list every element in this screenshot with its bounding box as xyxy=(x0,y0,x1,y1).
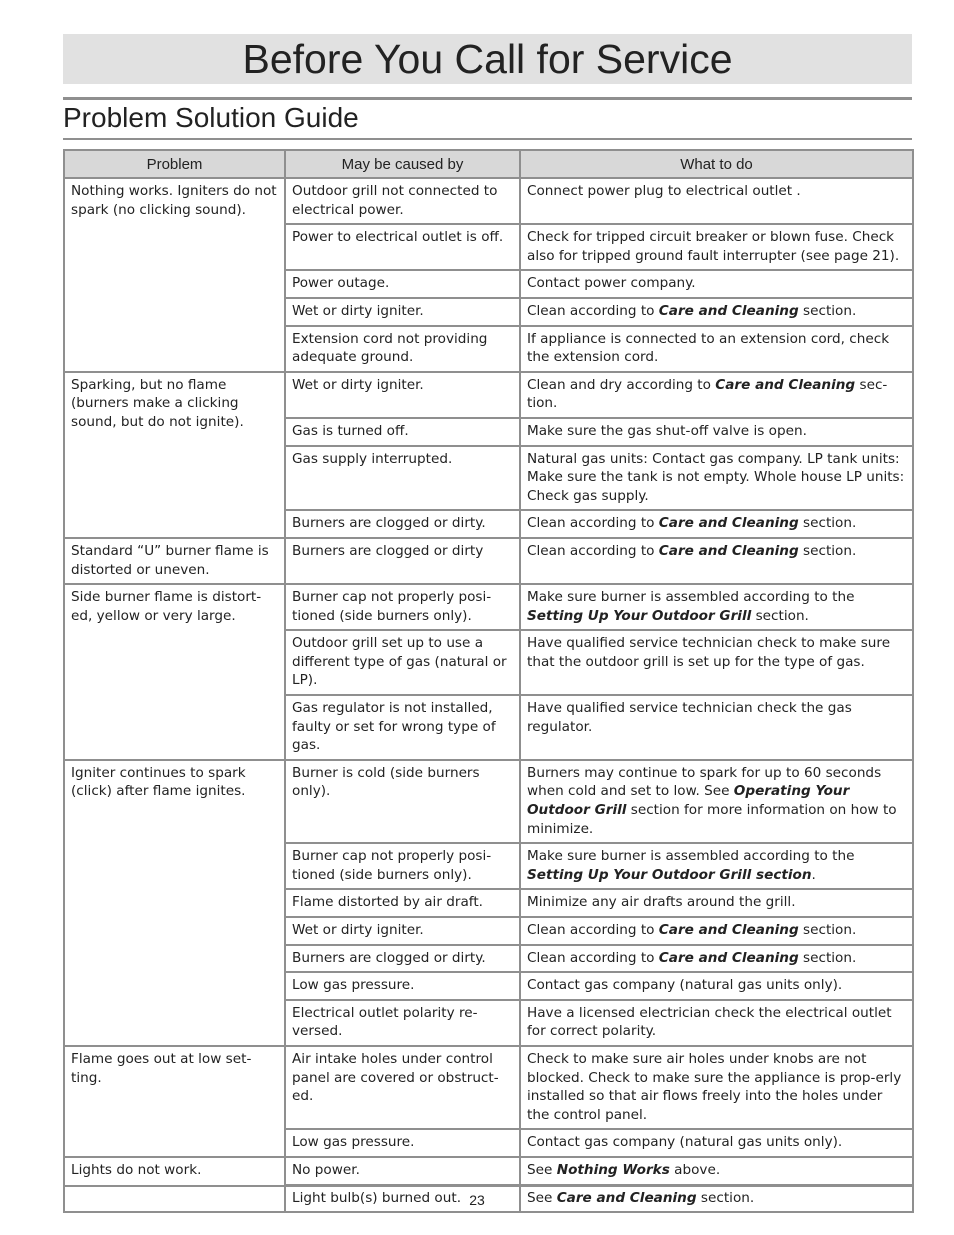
solution-cell xyxy=(520,224,913,270)
solution-text: Connect power plug to electrical outlet . xyxy=(527,183,801,199)
section-reference: Care and Cleaning xyxy=(556,1189,697,1206)
page-number: 23 xyxy=(469,1192,485,1208)
table-row xyxy=(64,1157,913,1185)
cause-cell: No power. xyxy=(285,1157,520,1185)
solution-cell xyxy=(520,510,913,538)
solution-cell xyxy=(520,843,913,889)
solution-text: Make sure the gas shut-off valve is open. xyxy=(527,422,807,439)
cause-cell: Burner cap not properly posi-tioned (side burners only). xyxy=(285,843,520,889)
solution-text: Have a licensed electrician check the electrical outlet for correct polarity. xyxy=(527,1004,892,1040)
solution-cell xyxy=(520,945,913,973)
cause-cell: Burner is cold (side burners only). xyxy=(285,760,520,843)
solution-text: Check for tripped circuit breaker or blown fuse. Check also for tripped ground fault interrupter (see page 21). xyxy=(527,229,900,264)
cause-cell: Outdoor grill set up to use a different type of gas (natural or LP). xyxy=(285,630,520,695)
solution-cell xyxy=(520,538,913,584)
cause-cell: Gas regulator is not installed, faulty or set for wrong type of gas. xyxy=(285,695,520,760)
solution-text: section. xyxy=(751,607,809,624)
problem-cell: Lights do not work. xyxy=(64,1157,285,1212)
cause-cell: Power outage. xyxy=(285,270,520,298)
section-reference: Setting Up Your Outdoor Grill xyxy=(527,607,752,624)
problem-cell: Flame goes out at low set-ting. xyxy=(64,1046,285,1157)
solution-cell xyxy=(520,760,913,843)
solution-cell xyxy=(520,418,913,446)
cause-cell: Outdoor grill not connected to electrical power. xyxy=(285,178,520,224)
column-header-problem: Problem xyxy=(64,150,285,178)
solution-text: . xyxy=(811,866,816,883)
solution-text: Clean according to xyxy=(527,302,659,319)
cause-cell: Burner cap not properly posi-tioned (side burners only). xyxy=(285,584,520,630)
cause-cell: Light bulb(s) burned out. xyxy=(285,1185,520,1213)
solution-text: Natural gas units: Contact gas company. LP tank units: Make sure the tank is not empty. Whole house LP units: Check gas supply. xyxy=(527,450,905,504)
solution-text: section. xyxy=(798,302,857,319)
solution-text: section. xyxy=(798,922,857,938)
solution-cell xyxy=(520,972,913,1000)
solution-text: Minimize any air drafts around the grill. xyxy=(527,894,796,911)
cause-cell: Burners are clogged or dirty. xyxy=(285,945,520,973)
solution-text: Contact gas company (natural gas units only). xyxy=(527,977,843,994)
solution-cell xyxy=(520,917,913,945)
solution-cell xyxy=(520,1046,913,1129)
solution-cell xyxy=(520,446,913,511)
section-reference: Care and Cleaning xyxy=(658,515,799,532)
section-reference: Nothing Works xyxy=(556,1161,670,1178)
solution-text: See xyxy=(527,1189,557,1206)
problem-cell: Side burner flame is distort-ed, yellow or very large. xyxy=(64,584,285,760)
solution-cell xyxy=(520,326,913,372)
title-bar xyxy=(63,34,912,84)
solution-text: Clean according to xyxy=(527,922,659,938)
solution-cell xyxy=(520,1000,913,1046)
problem-solution-table xyxy=(63,149,914,1213)
solution-text: Clean according to xyxy=(527,542,659,559)
solution-text: Have qualified service technician check the gas regulator. xyxy=(527,700,852,735)
table-body xyxy=(64,178,913,1212)
section-reference: Care and Cleaning xyxy=(658,922,799,938)
cause-cell: Power to electrical outlet is off. xyxy=(285,224,520,270)
cause-cell: Electrical outlet polarity re-versed. xyxy=(285,1000,520,1046)
solution-cell xyxy=(520,178,913,224)
cause-cell: Extension cord not providing adequate ground. xyxy=(285,326,520,372)
solution-text: above. xyxy=(669,1161,721,1178)
table-row xyxy=(64,538,913,584)
divider-bottom xyxy=(63,1185,912,1187)
solution-text: section. xyxy=(798,542,857,559)
section-reference: Care and Cleaning xyxy=(658,302,799,319)
solution-cell xyxy=(520,1157,913,1185)
solution-text: Clean according to xyxy=(527,515,659,532)
table-row xyxy=(64,1046,913,1129)
solution-cell xyxy=(520,372,913,418)
solution-cell xyxy=(520,630,913,695)
solution-text: sec-tion. xyxy=(527,376,888,412)
solution-text: section. xyxy=(798,949,857,966)
page-title: Before You Call for Service xyxy=(242,36,733,82)
section-reference: Care and Cleaning xyxy=(658,949,799,966)
solution-cell xyxy=(520,270,913,298)
solution-text: section. xyxy=(798,515,857,532)
problem-cell: Standard “U” burner flame is distorted or uneven. xyxy=(64,538,285,584)
solution-text: If appliance is connected to an extension cord, check the extension cord. xyxy=(527,330,890,366)
solution-text: Have qualified service technician check to make sure that the outdoor grill is set up for the type of gas. xyxy=(527,635,891,670)
section-title: Problem Solution Guide xyxy=(63,102,359,133)
solution-text: Make sure burner is assembled according to the xyxy=(527,848,855,865)
solution-text: Clean and dry according to xyxy=(527,376,716,393)
cause-cell: Wet or dirty igniter. xyxy=(285,372,520,418)
table-row xyxy=(64,760,913,843)
table-row xyxy=(64,372,913,418)
solution-text: Burners may continue to spark for up to 60 seconds when cold and set to low. See xyxy=(527,764,882,800)
cause-cell: Burners are clogged or dirty. xyxy=(285,510,520,538)
table-row xyxy=(64,584,913,630)
cause-cell: Air intake holes under control panel are covered or obstruct-ed. xyxy=(285,1046,520,1129)
divider-below-subtitle xyxy=(63,138,912,140)
table-row xyxy=(64,178,913,224)
problem-cell: Nothing works. Igniters do not spark (no clicking sound). xyxy=(64,178,285,372)
solution-cell xyxy=(520,584,913,630)
cause-cell: Flame distorted by air draft. xyxy=(285,889,520,917)
solution-text: Contact power company. xyxy=(527,275,696,292)
solution-text: section for more information on how to minimize. xyxy=(527,802,897,837)
section-reference: Care and Cleaning xyxy=(715,376,856,393)
solution-cell xyxy=(520,889,913,917)
section-reference: Setting Up Your Outdoor Grill section xyxy=(527,866,812,883)
solution-cell xyxy=(520,298,913,326)
column-header-solution: What to do xyxy=(520,150,913,178)
solution-text: See xyxy=(527,1161,557,1178)
cause-cell: Wet or dirty igniter. xyxy=(285,917,520,945)
solution-cell xyxy=(520,695,913,760)
column-header-cause: May be caused by xyxy=(285,150,520,178)
solution-text: Clean according to xyxy=(527,949,659,966)
section-reference: Care and Cleaning xyxy=(658,542,799,559)
section-reference: Operating Your Outdoor Grill xyxy=(527,783,850,819)
cause-cell: Gas is turned off. xyxy=(285,418,520,446)
table-header-row xyxy=(64,150,913,178)
cause-cell: Low gas pressure. xyxy=(285,1129,520,1157)
solution-text: Check to make sure air holes under knobs are not blocked. Check to make sure the appliance is prop-erly installed so that air flows freely into the holes under the control panel. xyxy=(527,1050,902,1123)
solution-text: section. xyxy=(696,1189,755,1206)
cause-cell: Wet or dirty igniter. xyxy=(285,298,520,326)
problem-cell: Sparking, but no flame (burners make a clicking sound, but do not ignite). xyxy=(64,372,285,538)
problem-cell: Igniter continues to spark (click) after flame ignites. xyxy=(64,760,285,1046)
solution-text: Contact gas company (natural gas units only). xyxy=(527,1134,843,1151)
solution-cell xyxy=(520,1129,913,1157)
cause-cell: Low gas pressure. xyxy=(285,972,520,1000)
cause-cell: Burners are clogged or dirty xyxy=(285,538,520,584)
solution-text: Make sure burner is assembled according to the xyxy=(527,589,855,606)
cause-cell: Gas supply interrupted. xyxy=(285,446,520,511)
